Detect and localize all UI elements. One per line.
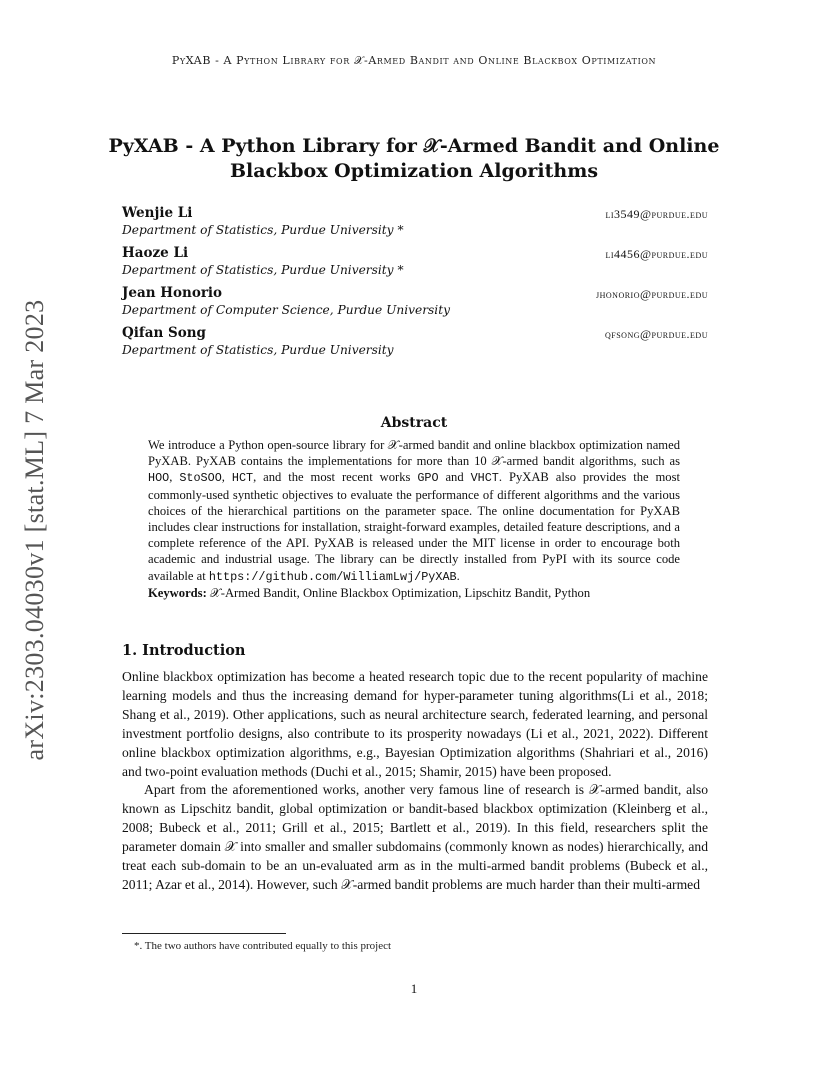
keywords-label: Keywords: — [148, 585, 207, 600]
author-entry — [122, 205, 708, 245]
abstract-heading: Abstract — [380, 415, 448, 431]
abstract-sentence: , and the most recent works — [253, 470, 418, 485]
abstract-separator: , — [221, 470, 232, 485]
arxiv-identifier — [14, 290, 56, 770]
author-name: Qifan Song — [122, 325, 206, 341]
author-affiliation: Department of Statistics, Purdue University * — [122, 263, 404, 277]
abstract-sentence: . — [456, 568, 460, 583]
paper-title — [100, 134, 728, 184]
section-heading: 1. Introduction — [122, 642, 246, 659]
body-paragraph: Apart from the aforementioned works, another very famous line of research is 𝒳-armed bandit, also known as Lipschitz bandit, global optimization or bandit-based blackbox optimization (Kleinberg et al., 2008; Bubeck et al., 2011; Grill et al., 2015; Bartlett et al., 2019). In this field, researchers split the parameter domain 𝒳 into smaller and smaller subdomains (commonly known as nodes) hierarchically, and treat each sub-domain to be an un-evaluated arm as in the multi-armed bandit problems (Bubeck et al., 2011; Azar et al., 2014). However, such 𝒳-armed bandit problems are much harder than their multi-armed — [122, 782, 708, 892]
algorithm-name: StoSOO — [179, 471, 222, 486]
author-affiliation: Department of Computer Science, Purdue University — [122, 303, 450, 317]
abstract-body — [148, 437, 680, 601]
footnote-divider — [122, 933, 286, 934]
abstract-text — [148, 437, 680, 585]
page-number: 1 — [410, 981, 418, 996]
arxiv-identifier-text: arXiv:2303.04030v1 [stat.ML] 7 Mar 2023 — [20, 299, 49, 761]
author-entry — [122, 325, 708, 365]
author-name: Jean Honorio — [122, 285, 223, 301]
algorithm-name: VHCT — [470, 471, 499, 486]
author-block — [122, 205, 708, 365]
running-head: PyXAB - A Python Library for 𝒳-Armed Bandit and Online Blackbox Optimization — [171, 54, 657, 67]
footnote: *. The two authors have contributed equally to this project — [134, 940, 392, 952]
algorithm-name: GPO — [417, 471, 439, 486]
author-name: Wenjie Li — [122, 205, 193, 221]
author-affiliation: Department of Statistics, Purdue University — [122, 343, 394, 357]
author-entry — [122, 285, 708, 325]
author-email: li3549@purdue.edu — [605, 207, 708, 221]
algorithm-name: HOO — [148, 471, 170, 486]
title-line-2: Blackbox Optimization Algorithms — [229, 160, 599, 182]
body-paragraph: Online blackbox optimization has become a heated research topic due to the recent popularity of machine learning models and thus the increasing demand for hyper-parameter tuning algorithms(Li et al., 2018; Shang et al., 2019). Other applications, such as neural architecture search, federated learning, and personal investment portfolio designs, also contribute to its prosperity nowadays (Li et al., 2021, 2022). Different online blackbox optimization algorithms, e.g., Bayesian Optimization algorithms (Shahriari et al., 2016) and two-point evaluation methods (Duchi et al., 2015; Shamir, 2015) have been proposed. — [122, 669, 708, 779]
abstract-sentence: and — [438, 470, 471, 485]
abstract-separator: , — [169, 470, 180, 485]
algorithm-name: HCT — [231, 471, 254, 486]
github-link[interactable]: https://github.com/WilliamLwj/PyXAB — [208, 569, 457, 584]
author-email: jhonorio@purdue.edu — [596, 287, 708, 301]
keywords-list: 𝒳-Armed Bandit, Online Blackbox Optimization, Lipschitz Bandit, Python — [209, 585, 591, 600]
section-body — [122, 668, 708, 895]
abstract-sentence: . PyXAB also provides the most commonly-used synthetic objectives to evaluate the performance of different algorithms and the various choices of the hierarchical partitions on the parameter space. The online documentation for PyXAB includes clear instructions for installation, straight-forward examples, detailed feature descriptions, and a complete reference of the API. PyXAB is released under the MIT license in order to encourage both academic and industrial usage. The library can be directly installed from PyPI with its source code available at — [148, 470, 680, 583]
author-affiliation: Department of Statistics, Purdue University * — [122, 223, 404, 237]
author-email: qfsong@purdue.edu — [604, 327, 708, 341]
title-line-1: PyXAB - A Python Library for 𝒳-Armed Bandit and Online — [108, 135, 720, 157]
keywords-line — [148, 585, 680, 601]
author-email: li4456@purdue.edu — [605, 247, 708, 261]
abstract-sentence: We introduce a Python open-source library for 𝒳-armed bandit and online blackbox optimization named PyXAB. PyXAB contains the implementations for more than 10 𝒳-armed bandit algorithms, such as — [148, 438, 680, 469]
author-entry — [122, 245, 708, 285]
author-name: Haoze Li — [122, 245, 189, 261]
